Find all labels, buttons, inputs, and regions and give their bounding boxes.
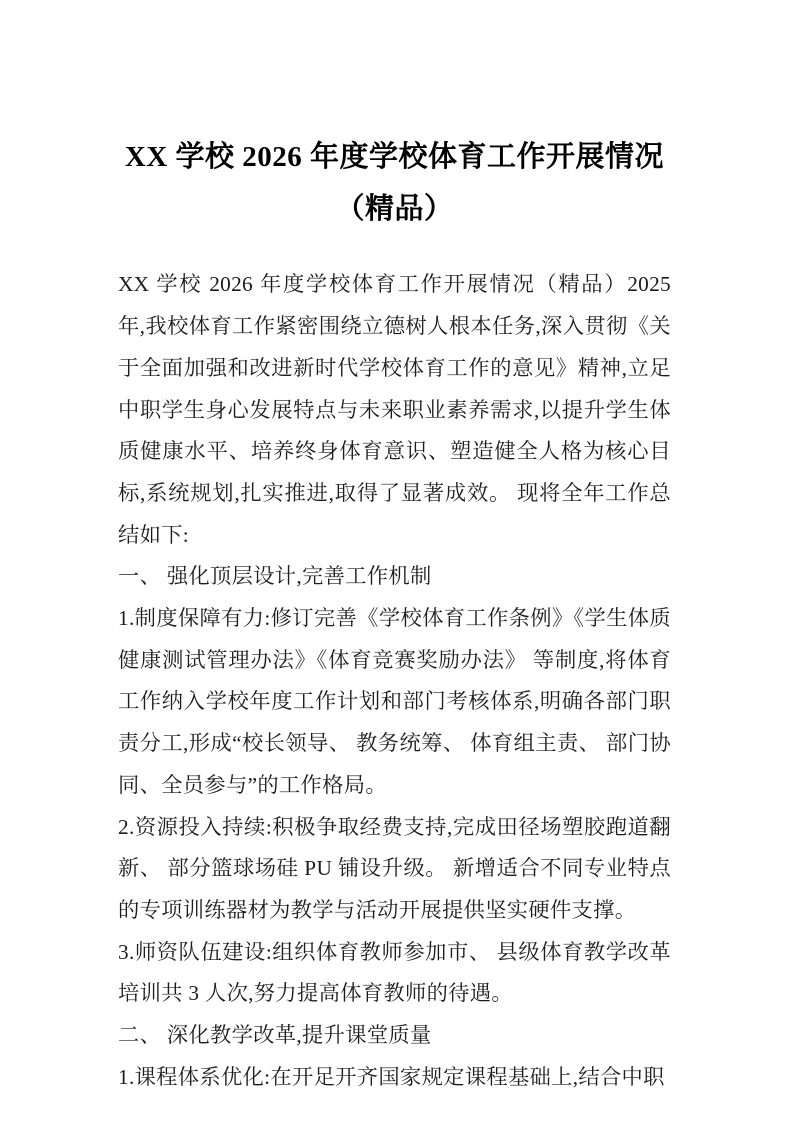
document-body xyxy=(118,264,671,1098)
paragraph-2-1-curriculum: 1.课程体系优化:在开足开齐国家规定课程基础上,结合中职 xyxy=(118,1064,665,1089)
section-heading-2: 二、 深化教学改革,提升课堂质量 xyxy=(118,1023,432,1048)
document-title-line-2: （精品） xyxy=(335,193,454,226)
paragraph-1-3-teacher-team: 3.师资队伍建设:组织体育教师参加市、 县级体育教学改革培训共 3 人次,努力提高体育教师的待遇。 xyxy=(118,939,671,1006)
paragraph-1-1-system-guarantee: 1.制度保障有力:修订完善《学校体育工作条例》《学生体质健康测试管理办法》《体育竞赛奖励办法》 等制度,将体育工作纳入学校年度工作计划和部门考核体系,明确各部门职责分工,形成“校长领导、 教务统筹、 体育组主责、 部门协同、全员参与”的工作格局。 xyxy=(118,606,671,797)
section-heading-1: 一、 强化顶层设计,完善工作机制 xyxy=(118,564,432,589)
document-title xyxy=(118,131,671,235)
paragraph-1-2-resource-investment: 2.资源投入持续:积极争取经费支持,完成田径场塑胶跑道翻新、 部分篮球场硅 PU 铺设升级。 新增适合不同专业特点的专项训练器材为教学与活动开展提供坚实硬件支撑。 xyxy=(118,814,671,922)
document-title-line-1: XX 学校 2026 年度学校体育工作开展情况 xyxy=(124,141,665,174)
paragraph-intro: XX 学校 2026 年度学校体育工作开展情况（精品）2025 年,我校体育工作紧密围绕立德树人根本任务,深入贯彻《关于全面加强和改进新时代学校体育工作的意见》精神,立足中职学生身心发展特点与未来职业素养需求,以提升学生体质健康水平、培养终身体育意识、塑造健全人格为核心目标,系统规划,扎实推进,取得了显著成效。 现将全年工作总结如下: xyxy=(118,272,671,547)
